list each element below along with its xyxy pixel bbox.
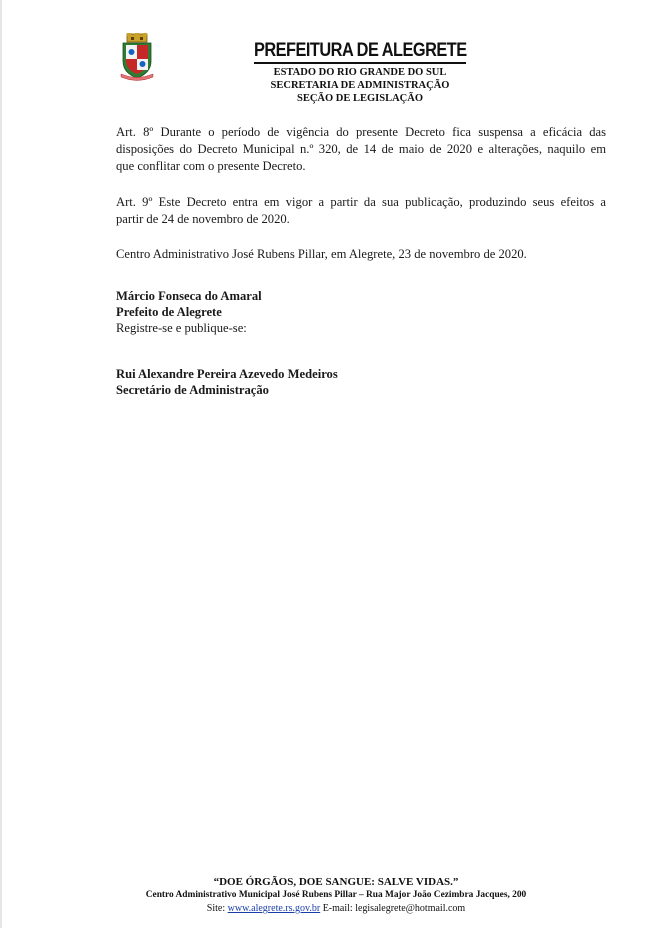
title-underline <box>254 62 466 64</box>
article-8-line-3: que conflitar com o presente Decreto. <box>116 159 306 173</box>
website-link[interactable]: www.alegrete.rs.gov.br <box>227 903 321 914</box>
place-and-date: Centro Administrativo José Rubens Pillar, em Alegrete, 23 de novembro de 2020. <box>116 247 527 261</box>
municipal-coat-of-arms-icon <box>118 33 156 81</box>
secretary-title: Secretário de Administração <box>116 383 269 397</box>
article-9-line-1: Art. 9º Este Decreto entra em vigor a partir da sua publicação, produzindo seus efeitos a <box>116 195 606 209</box>
article-9-line-2: partir de 24 de novembro de 2020. <box>116 212 290 226</box>
section-name: SEÇÃO DE LEGISLAÇÃO <box>296 93 424 104</box>
footer-address: Centro Administrativo Municipal José Rubens Pillar – Rua Major João Cezimbra Jacques, 200 <box>145 890 527 900</box>
article-8-line-1: Art. 8º Durante o período de vigência do presente Decreto fica suspensa a eficácia das <box>116 125 606 139</box>
department-name: SECRETARIA DE ADMINISTRAÇÃO <box>270 80 450 91</box>
footer-motto: “DOE ÓRGÃOS, DOE SANGUE: SALVE VIDAS.” <box>213 876 459 888</box>
email-address: legisalegrete@hotmail.com <box>355 903 466 914</box>
municipality-title: PREFEITURA DE ALEGRETE <box>254 40 467 61</box>
mayor-title: Prefeito de Alegrete <box>116 305 222 319</box>
email-label: E-mail: <box>322 903 353 914</box>
register-note: Registre-se e publique-se: <box>116 321 247 335</box>
article-8-line-2: disposições do Decreto Municipal n.º 320, de 14 de maio de 2020 e alterações, naquilo em <box>116 142 606 156</box>
site-label: Site: <box>206 903 226 914</box>
mayor-name: Márcio Fonseca do Amaral <box>116 289 262 303</box>
secretary-name: Rui Alexandre Pereira Azevedo Medeiros <box>116 367 338 381</box>
state-name: ESTADO DO RIO GRANDE DO SUL <box>273 67 447 78</box>
footer-contact <box>0 903 672 914</box>
